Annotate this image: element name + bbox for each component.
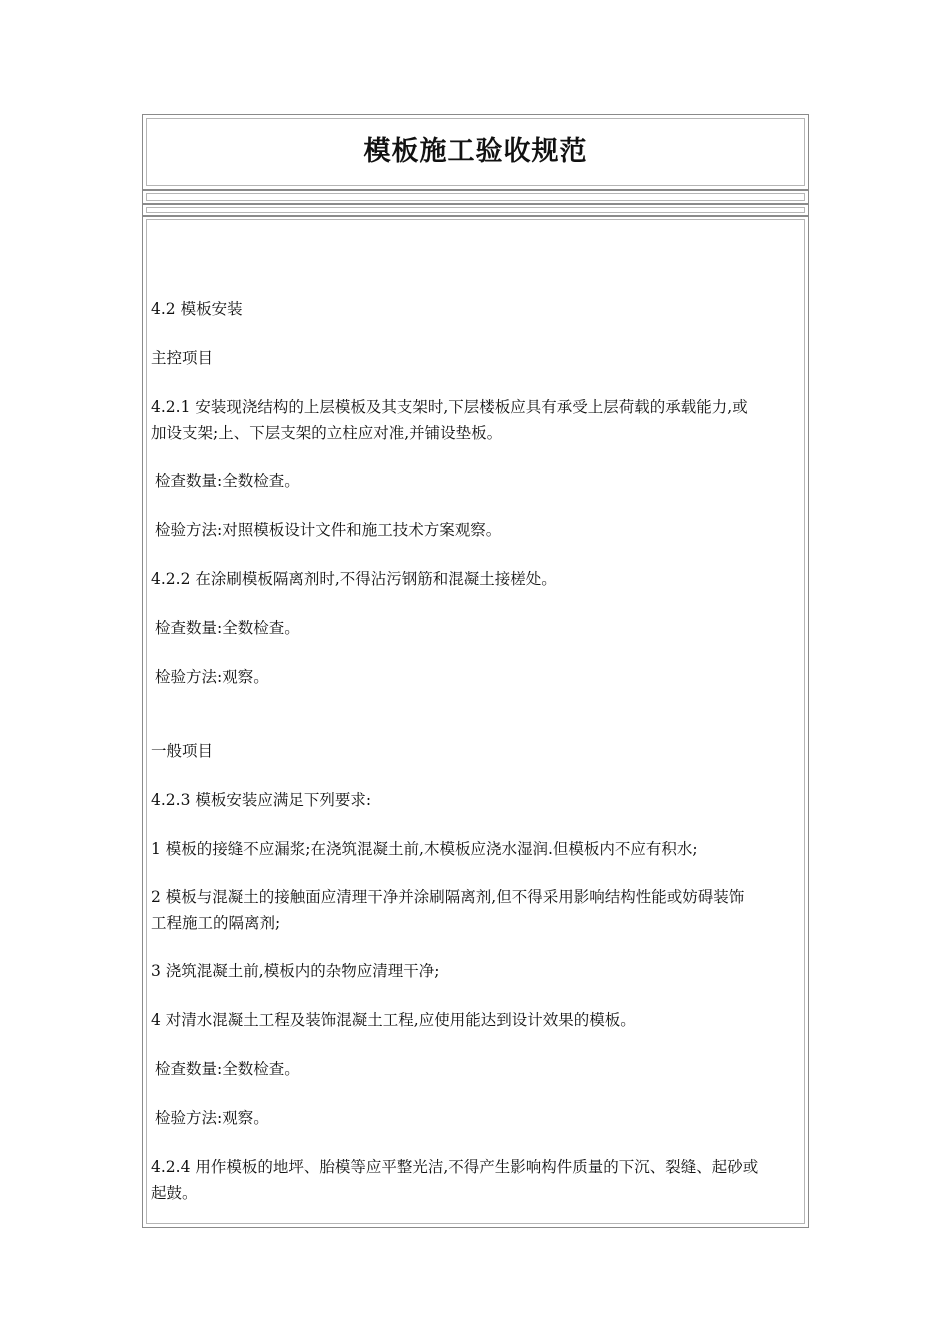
clause-4-2-4-line-1: 4.2.4 用作模板的地坪、胎模等应平整光洁,不得产生影响构件质量的下沉、裂缝、起砂或 (151, 1158, 759, 1176)
clause-4-2-3: 4.2.3 模板安装应满足下列要求: (151, 791, 372, 809)
check-method: 检验方法:观察。 (155, 668, 269, 686)
check-method: 检验方法:观察。 (155, 1109, 269, 1127)
clause-4-2-2: 4.2.2 在涂刷模板隔离剂时,不得沾污钢筋和混凝土接槎处。 (151, 570, 557, 588)
clause-4-2-1-line-2: 加设支架;上、下层支架的立柱应对准,并铺设垫板。 (151, 424, 503, 442)
requirement-3: 3 浇筑混凝土前,模板内的杂物应清理干净; (151, 962, 440, 980)
check-quantity: 检查数量:全数检查。 (155, 472, 300, 490)
check-quantity: 检查数量:全数检查。 (155, 619, 300, 637)
requirement-2-line-2: 工程施工的隔离剂; (151, 914, 281, 932)
page-title: 模板施工验收规范 (363, 136, 588, 167)
section-heading: 4.2 模板安装 (151, 300, 243, 318)
requirement-2-line-1: 2 模板与混凝土的接触面应清理干净并涂刷隔离剂,但不得采用影响结构性能或妨碍装饰 (151, 888, 745, 906)
check-quantity: 检查数量:全数检查。 (155, 1060, 300, 1078)
empty-cell-border-1 (146, 193, 805, 201)
check-method: 检验方法:对照模板设计文件和施工技术方案观察。 (155, 521, 502, 539)
subsection-heading-main: 主控项目 (151, 349, 214, 367)
requirement-1: 1 模板的接缝不应漏浆;在浇筑混凝土前,木模板应浇水湿润.但模板内不应有积水; (151, 840, 698, 858)
clause-4-2-1-line-1: 4.2.1 安装现浇结构的上层模板及其支架时,下层楼板应具有承受上层荷载的承载能力,或 (151, 398, 748, 416)
requirement-4: 4 对清水混凝土工程及装饰混凝土工程,应使用能达到设计效果的模板。 (151, 1011, 636, 1029)
clause-4-2-4-line-2: 起鼓。 (151, 1184, 198, 1202)
empty-cell-border-2 (146, 207, 805, 213)
subsection-heading-general: 一般项目 (151, 742, 214, 760)
